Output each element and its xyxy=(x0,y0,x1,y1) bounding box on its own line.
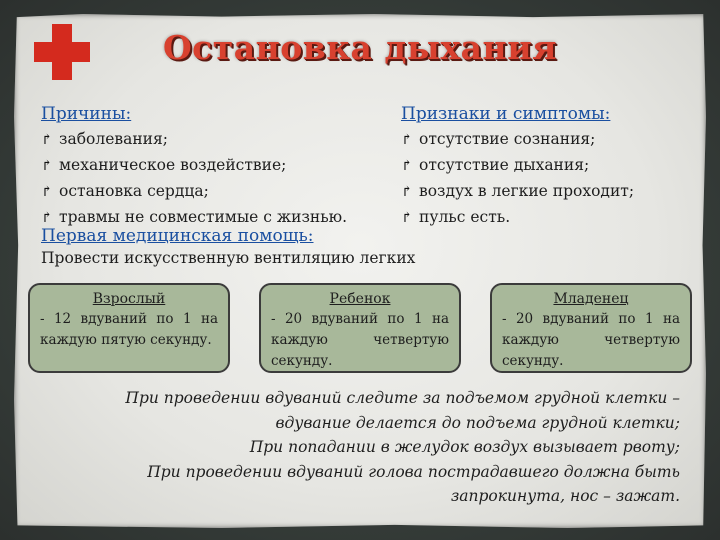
list-item: ↱ остановка сердца; xyxy=(41,178,347,204)
curved-arrow-icon: ↱ xyxy=(41,158,53,174)
list-item: ↱ отсутствие дыхания; xyxy=(401,152,634,178)
page-title: Остановка дыхания xyxy=(162,28,558,67)
box-text: - 12 вдуваний по 1 на каждую пятую секунду. xyxy=(40,311,218,348)
red-cross-icon xyxy=(34,24,90,80)
first-aid-text: Провести искусственную вентиляцию легких xyxy=(41,249,416,267)
note-line: При попадании в желудок воздух вызывает рвоту; xyxy=(249,438,680,456)
note-line: запрокинута, нос – зажат. xyxy=(450,487,680,505)
curved-arrow-icon: ↱ xyxy=(401,184,413,200)
curved-arrow-icon: ↱ xyxy=(41,210,53,226)
note-line: При проведении вдуваний голова пострадавшего должна быть xyxy=(147,462,680,481)
infant-box xyxy=(490,283,692,373)
box-title: Взрослый xyxy=(92,291,166,307)
curved-arrow-icon: ↱ xyxy=(401,210,413,226)
curved-arrow-icon: ↱ xyxy=(41,184,53,200)
curved-arrow-icon: ↱ xyxy=(401,158,413,174)
causes-heading: Причины: xyxy=(41,104,132,124)
note-line: При проведении вдуваний следите за подъемом грудной клетки – xyxy=(125,389,680,407)
list-item: ↱ отсутствие сознания; xyxy=(401,126,634,152)
box-text: - 20 вдуваний по 1 на каждую четвертую секунду. xyxy=(502,311,680,369)
box-title: Младенец xyxy=(553,291,629,307)
list-item: ↱ пульс есть. xyxy=(401,204,634,230)
curved-arrow-icon: ↱ xyxy=(41,132,53,148)
first-aid-heading: Первая медицинская помощь: xyxy=(41,226,314,246)
symptoms-heading: Признаки и симптомы: xyxy=(401,104,611,124)
list-item: ↱ травмы не совместимые с жизнью. xyxy=(41,204,347,230)
note-line: вдувание делается до подъема грудной клетки; xyxy=(275,413,680,432)
box-title: Ребенок xyxy=(329,291,391,307)
causes-list xyxy=(41,126,347,230)
list-item: ↱ заболевания; xyxy=(41,126,347,152)
notes-block xyxy=(40,386,680,509)
adult-box xyxy=(28,283,230,373)
list-item: ↱ механическое воздействие; xyxy=(41,152,347,178)
child-box xyxy=(259,283,461,373)
list-item: ↱ воздух в легкие проходит; xyxy=(401,178,634,204)
symptoms-list xyxy=(401,126,634,230)
curved-arrow-icon: ↱ xyxy=(401,132,413,148)
box-text: - 20 вдуваний по 1 на каждую четвертую секунду. xyxy=(271,311,449,369)
